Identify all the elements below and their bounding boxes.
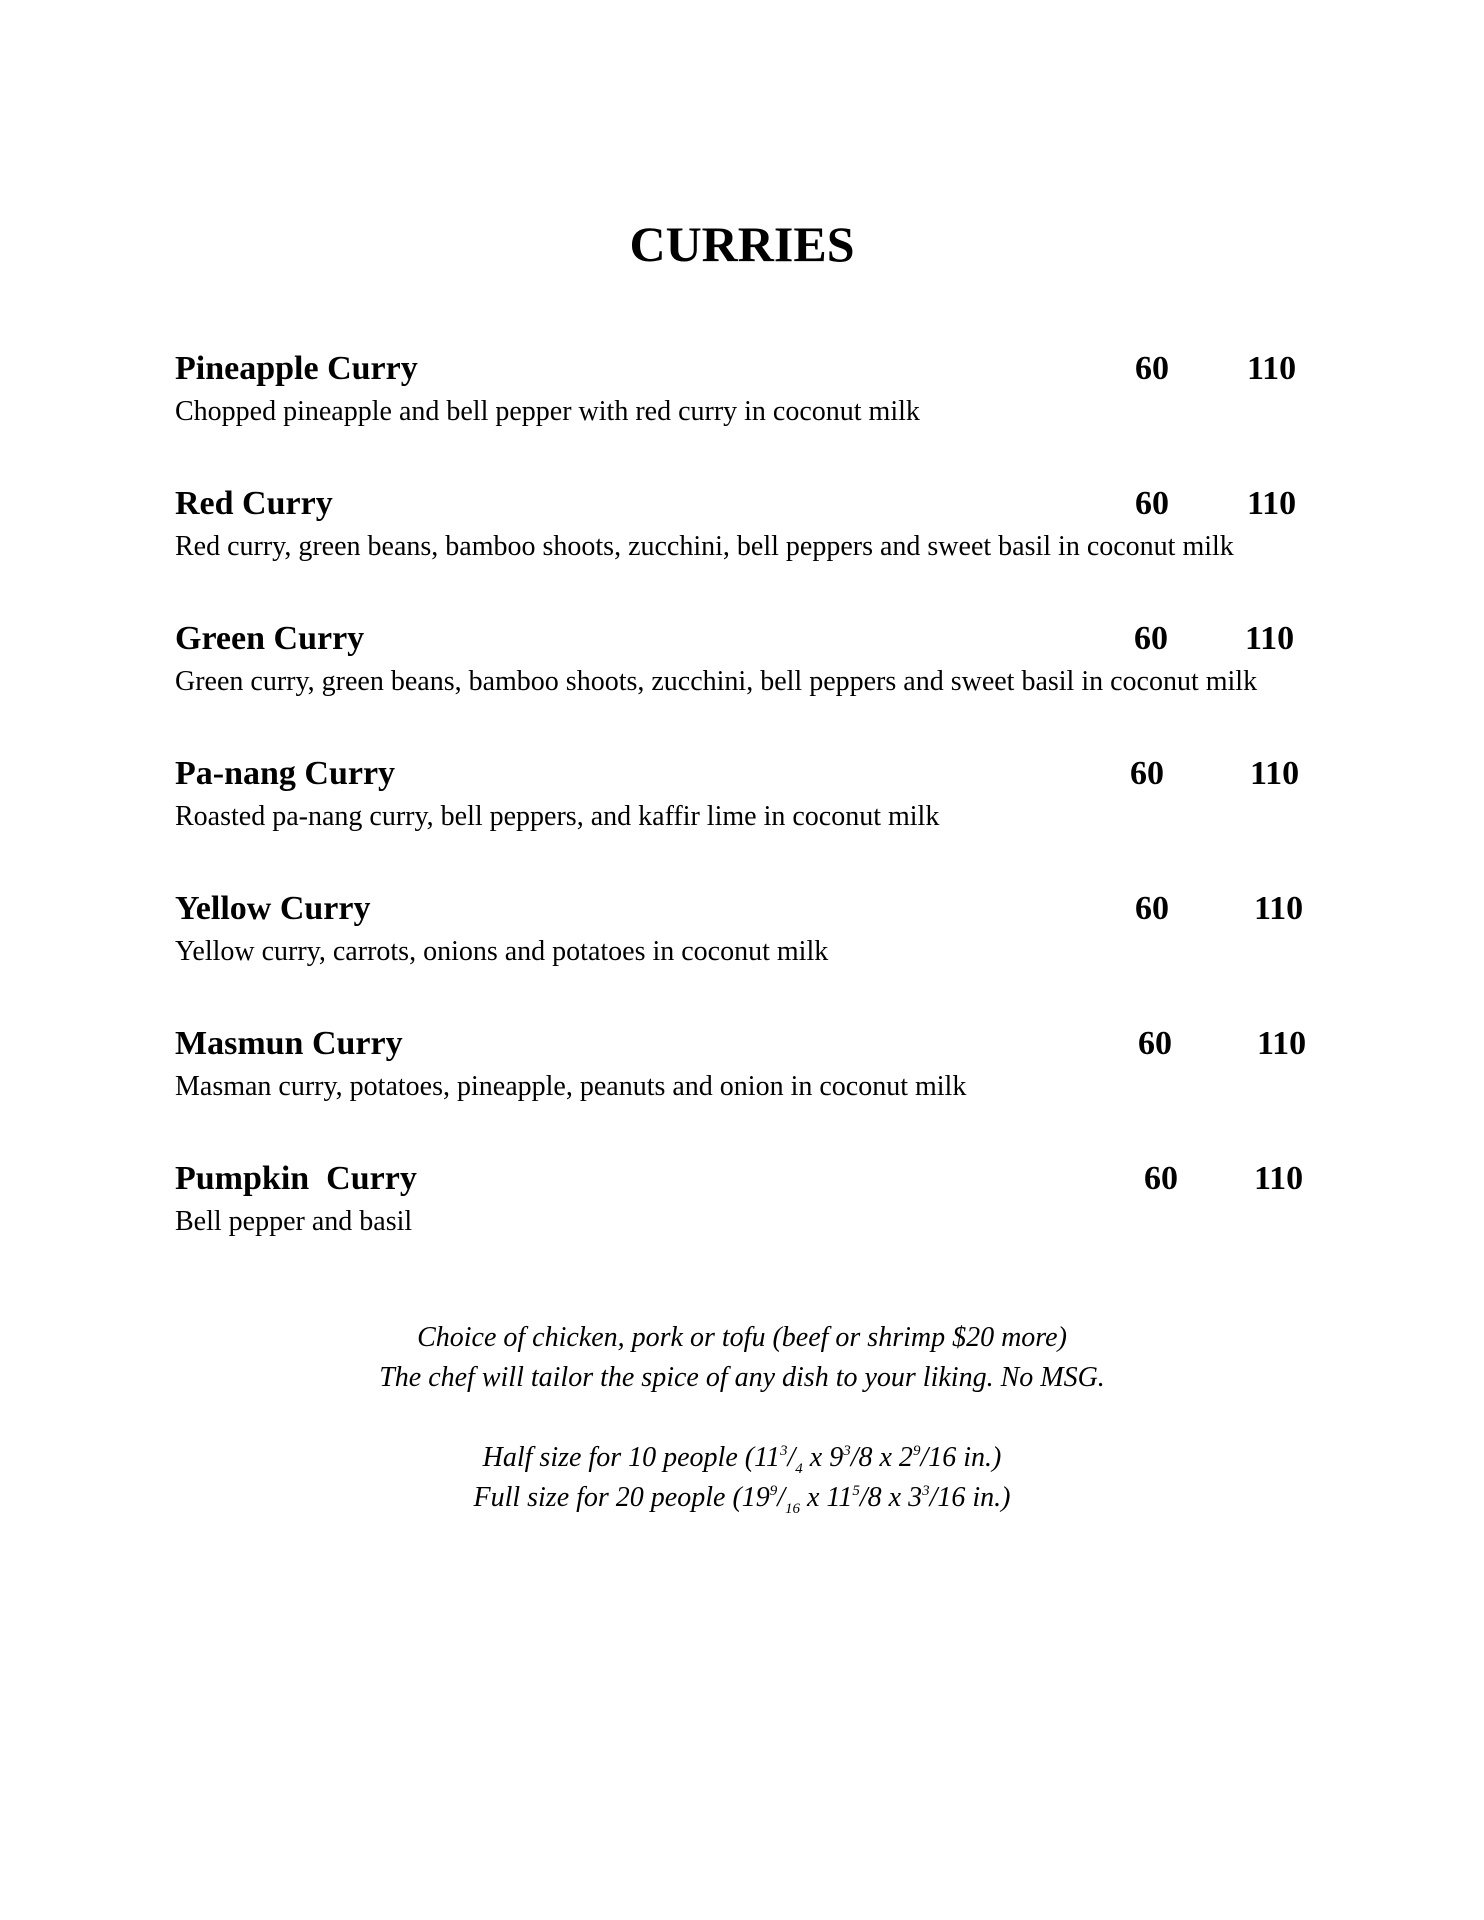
item-name: Yellow Curry bbox=[175, 890, 371, 927]
item-description: Bell pepper and basil bbox=[175, 1206, 413, 1237]
fraction-numerator: 9 bbox=[912, 1443, 921, 1459]
fraction-slash: / bbox=[787, 1442, 796, 1473]
spice-note: The chef will tailor the spice of any dish to your liking. No MSG. bbox=[379, 1362, 1105, 1393]
item-name: Red Curry bbox=[175, 485, 333, 522]
item-description: Roasted pa-nang curry, bell peppers, and kaffir lime in coconut milk bbox=[175, 801, 940, 832]
price-half: 60 bbox=[1138, 1025, 1172, 1062]
item-description: Masman curry, potatoes, pineapple, peanuts and onion in coconut milk bbox=[175, 1071, 967, 1102]
price-full: 110 bbox=[1254, 1160, 1304, 1197]
price-half: 60 bbox=[1135, 350, 1169, 387]
fraction-numerator: 3 bbox=[843, 1443, 851, 1459]
full-size-text: Full size for 20 people (19 bbox=[473, 1482, 770, 1513]
fraction-numerator: 3 bbox=[780, 1443, 788, 1459]
price-full: 110 bbox=[1257, 1025, 1307, 1062]
fraction-numerator: 3 bbox=[922, 1483, 930, 1499]
half-size-text: /16 in.) bbox=[920, 1442, 1002, 1473]
price-half: 60 bbox=[1135, 890, 1169, 927]
item-name: Masmun Curry bbox=[175, 1025, 403, 1062]
notes-spacer bbox=[0, 1398, 1484, 1438]
price-full: 110 bbox=[1250, 755, 1300, 792]
fraction-denominator: 4 bbox=[795, 1461, 803, 1477]
price-full: 110 bbox=[1247, 485, 1297, 522]
price-half: 60 bbox=[1130, 755, 1164, 792]
page-title: CURRIES bbox=[629, 216, 855, 272]
full-size-text: x 11 bbox=[800, 1482, 853, 1513]
price-full: 110 bbox=[1254, 890, 1304, 927]
half-size-note bbox=[0, 1438, 1484, 1478]
full-size-note bbox=[0, 1478, 1484, 1518]
fraction-numerator: 5 bbox=[852, 1483, 860, 1499]
price-half: 60 bbox=[1144, 1160, 1178, 1197]
fraction-slash: / bbox=[777, 1482, 786, 1513]
item-description: Green curry, green beans, bamboo shoots, zucchini, bell peppers and sweet basil in coconut milk bbox=[175, 666, 1258, 697]
half-size-text: /8 x 2 bbox=[850, 1442, 913, 1473]
fraction-numerator: 9 bbox=[769, 1483, 778, 1499]
item-description: Chopped pineapple and bell pepper with red curry in coconut milk bbox=[175, 396, 920, 427]
price-full: 110 bbox=[1247, 350, 1297, 387]
menu-item bbox=[175, 618, 1345, 718]
menu-item bbox=[175, 888, 1345, 988]
menu-item bbox=[175, 1158, 1345, 1258]
item-name: Pumpkin Curry bbox=[175, 1160, 417, 1197]
item-name: Pineapple Curry bbox=[175, 350, 418, 387]
full-size-text: /8 x 3 bbox=[859, 1482, 923, 1513]
price-full: 110 bbox=[1245, 620, 1295, 657]
price-half: 60 bbox=[1134, 620, 1168, 657]
half-size-text: x 9 bbox=[802, 1442, 844, 1473]
menu-item bbox=[175, 1023, 1345, 1123]
item-description: Yellow curry, carrots, onions and potatoes in coconut milk bbox=[175, 936, 829, 967]
menu-item bbox=[175, 348, 1345, 448]
item-name: Pa-nang Curry bbox=[175, 755, 396, 792]
menu-item bbox=[175, 483, 1345, 583]
fraction-denominator: 16 bbox=[785, 1501, 801, 1517]
menu-item bbox=[175, 753, 1345, 853]
half-size-text: Half size for 10 people (11 bbox=[482, 1442, 780, 1473]
menu-notes bbox=[0, 1318, 1484, 1518]
item-name: Green Curry bbox=[175, 620, 365, 657]
price-half: 60 bbox=[1135, 485, 1169, 522]
full-size-text: /16 in.) bbox=[929, 1482, 1011, 1513]
protein-choice-note: Choice of chicken, pork or tofu (beef or shrimp $20 more) bbox=[417, 1322, 1067, 1353]
item-description: Red curry, green beans, bamboo shoots, zucchini, bell peppers and sweet basil in coconut milk bbox=[175, 531, 1234, 562]
